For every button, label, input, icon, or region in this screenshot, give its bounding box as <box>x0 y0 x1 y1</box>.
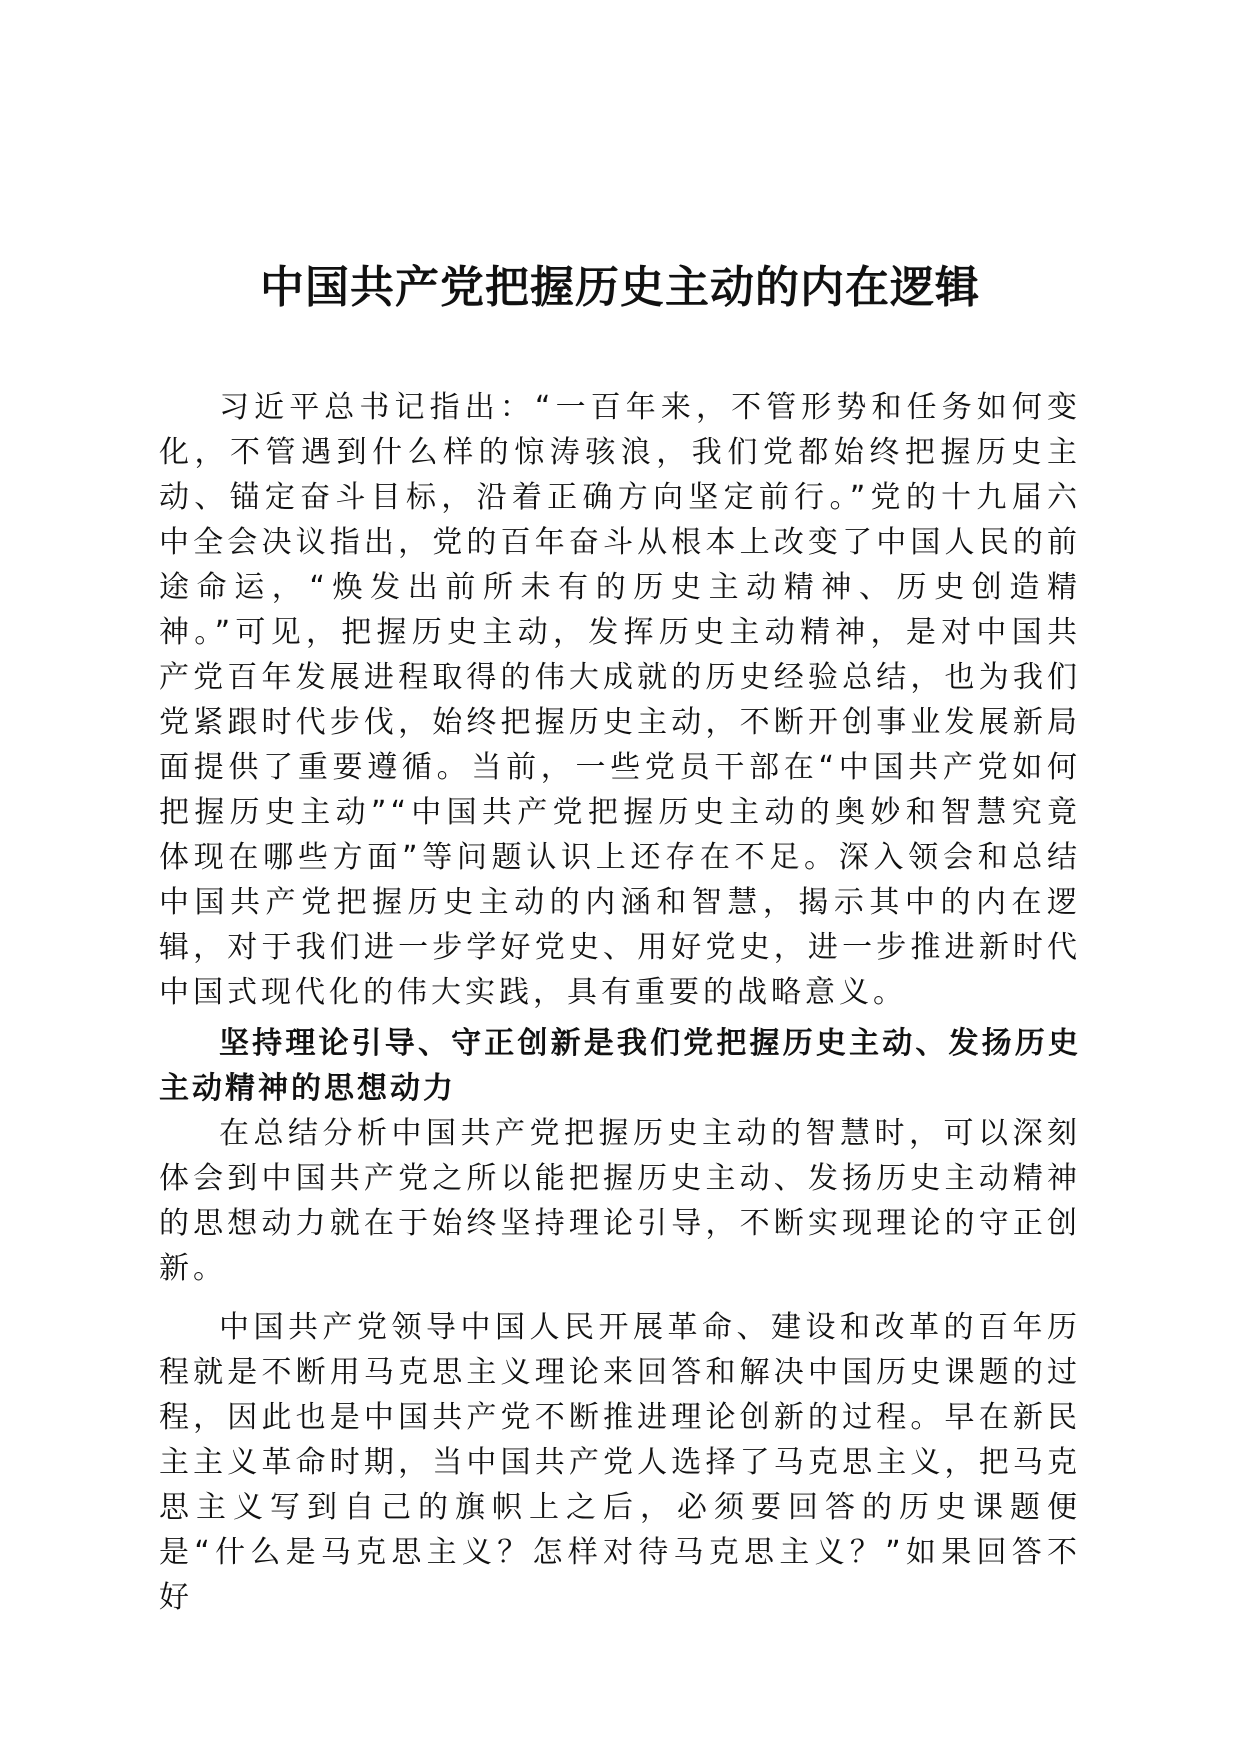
paragraph-theory-summary: 在总结分析中国共产党把握历史主动的智慧时，可以深刻体会到中国共产党之所以能把握历史主动、发扬历史主动精神的思想动力就在于始终坚持理论引导，不断实现理论的守正创新。 <box>159 1116 1081 1286</box>
section-heading: 坚持理论引导、守正创新是我们党把握历史主动、发扬历史主动精神的思想动力 <box>159 1026 1081 1106</box>
paragraph-intro: 习近平总书记指出：“一百年来，不管形势和任务如何变化，不管遇到什么样的惊涛骇浪，我们党都始终把握历史主动、锚定奋斗目标，沿着正确方向坚定前行。”党的十九届六中全会决议指出，党的百年奋斗从根本上改变了中国人民的前途命运，“焕发出前所未有的历史主动精神、历史创造精神。”可见，把握历史主动，发挥历史主动精神，是对中国共产党百年发展进程取得的伟大成就的历史经验总结，也为我们党紧跟时代步伐，始终把握历史主动，不断开创事业发展新局面提供了重要遵循。当前，一些党员干部在“中国共产党如何把握历史主动”“中国共产党把握历史主动的奥妙和智慧究竟体现在哪些方面”等问题认识上还存在不足。深入领会和总结中国共产党把握历史主动的内涵和智慧，揭示其中的内在逻辑，对于我们进一步学好党史、用好党史，进一步推进新时代中国式现代化的伟大实践，具有重要的战略意义。 <box>159 390 1081 1010</box>
document-body <box>159 385 1081 1620</box>
paragraph-history: 中国共产党领导中国人民开展革命、建设和改革的百年历程就是不断用马克思主义理论来回答和解决中国历史课题的过程，因此也是中国共产党不断推进理论创新的过程。早在新民主主义革命时期，当中国共产党人选择了马克思主义，把马克思主义写到自己的旗帜上之后，必须要回答的历史课题便是“什么是马克思主义？怎样对待马克思主义？”如果回答不好 <box>159 1310 1081 1615</box>
document-title: 中国共产党把握历史主动的内在逻辑 <box>260 262 980 313</box>
